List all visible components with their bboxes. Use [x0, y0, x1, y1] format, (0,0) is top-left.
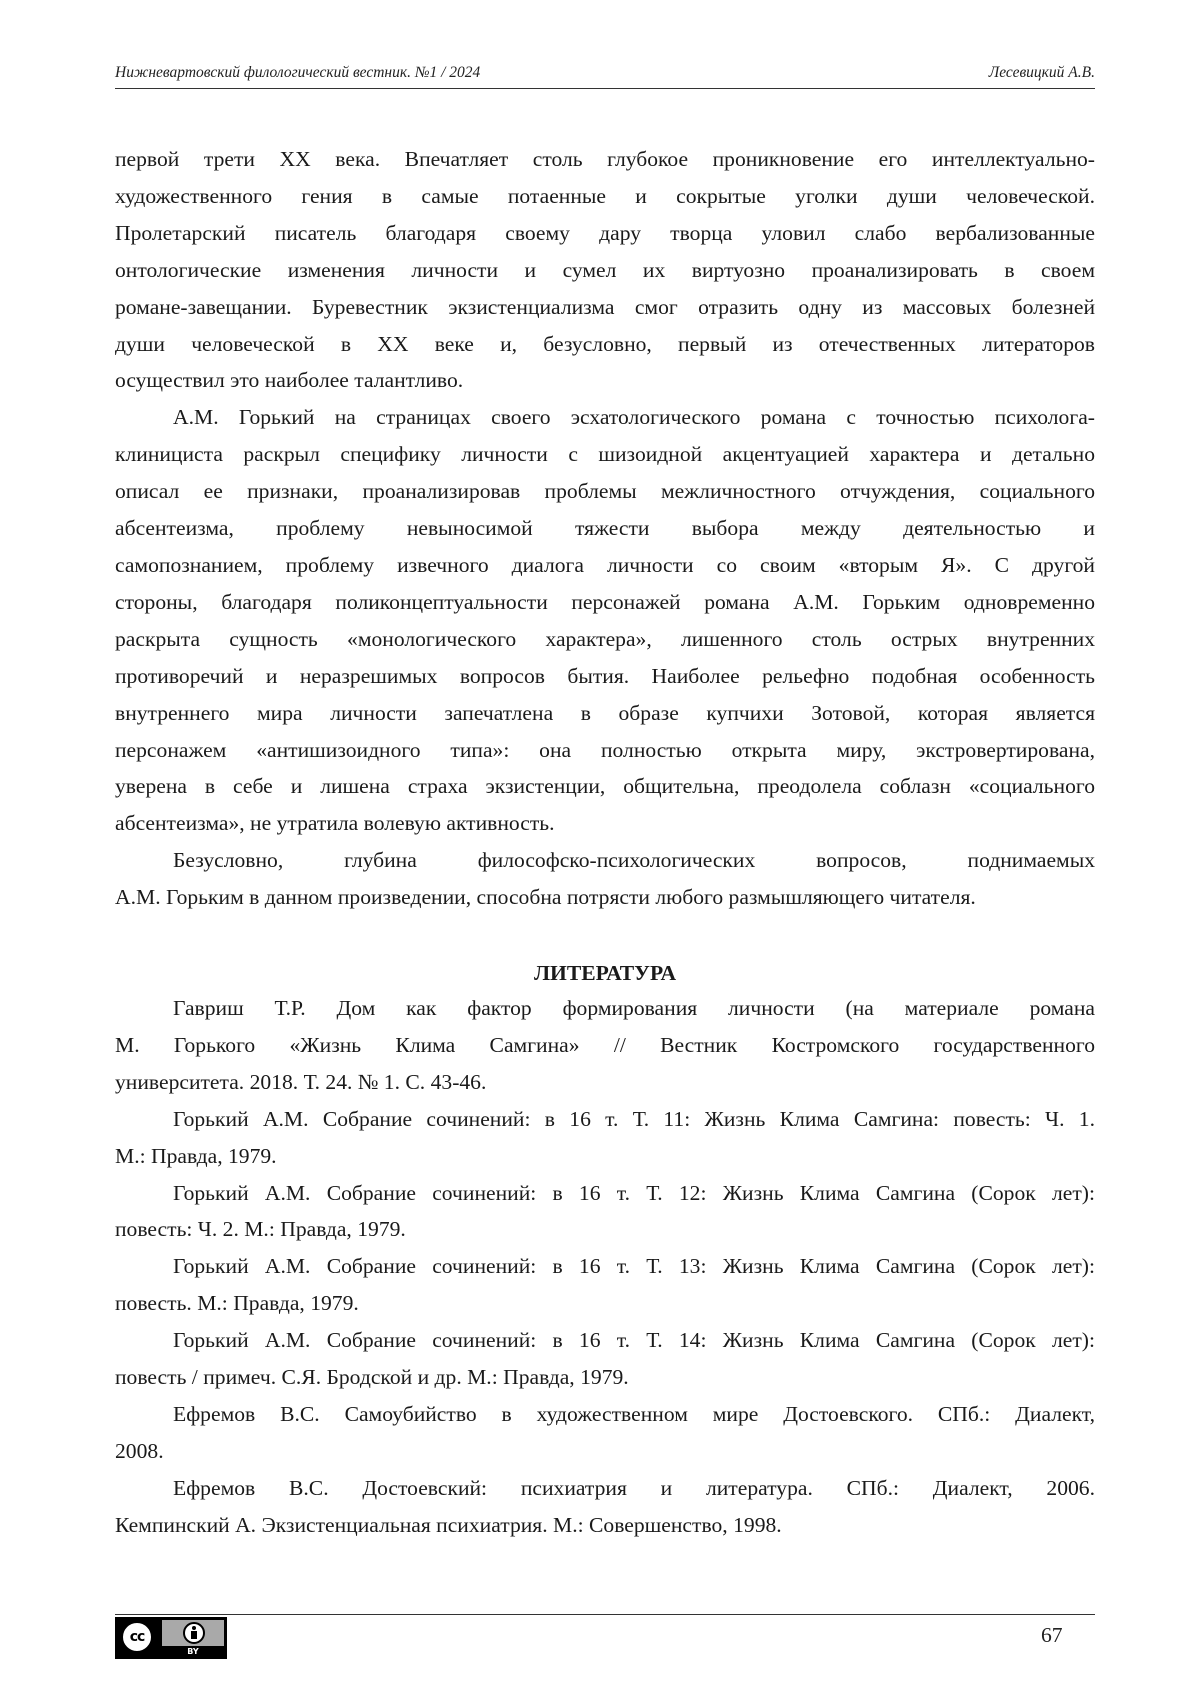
text-line: А.М. Горький на страницах своего эсхатологического романа с точностью психолога- [173, 405, 1095, 430]
reference-entry [115, 1470, 1095, 1544]
reference-line: университета. 2018. Т. 24. № 1. С. 43-46. [115, 1069, 487, 1094]
text-line: Безусловно, глубина философско-психологических вопросов, поднимаемых [173, 848, 1095, 873]
text-line: уверена в себе и лишена страха экзистенции, общительна, преодолела соблазн «социального [115, 774, 1095, 799]
reference-line: 2008. [115, 1438, 164, 1463]
by-label: BY [187, 1647, 199, 1656]
journal-title: Нижневартовский филологический вестник. №1 / 2024 [115, 64, 481, 81]
author-name: Лесевицкий А.В. [988, 64, 1095, 81]
reference-line: повесть. М.: Правда, 1979. [115, 1291, 359, 1316]
reference-line: Ефремов В.С. Достоевский: психиатрия и литература. СПб.: Диалект, 2006. [173, 1475, 1095, 1500]
text-line: персонажем «антишизоидного типа»: она полностью открыта миру, экстровертирована, [115, 737, 1095, 762]
text-line: художественного гения в самые потаенные и сокрытые уголки души человеческой. [115, 183, 1095, 208]
reference-line: Горький А.М. Собрание сочинений: в 16 т. Т. 11: Жизнь Клима Самгина: повесть: Ч. 1. [173, 1106, 1095, 1131]
reference-entry [115, 1101, 1095, 1175]
reference-line: Горький А.М. Собрание сочинений: в 16 т. Т. 14: Жизнь Клима Самгина (Сорок лет): [173, 1328, 1095, 1353]
reference-entry [115, 1322, 1095, 1396]
attribution-head [192, 1626, 196, 1630]
text-line: стороны, благодаря поликонцептуальности персонажей романа А.М. Горьким одновременно [115, 589, 1095, 614]
reference-line: Ефремов В.С. Самоубийство в художественном мире Достоевского. СПб.: Диалект, [173, 1402, 1095, 1426]
text-line: самопознанием, проблему извечного диалога личности со своим «вторым Я». С другой [115, 552, 1095, 577]
cc-by-icon [115, 1617, 227, 1659]
text-line: Пролетарский писатель благодаря своему дару творца уловил слабо вербализованные [115, 220, 1095, 245]
page-number: 67 [1041, 1623, 1063, 1647]
text-line: абсентеизма», не утратила волевую активность. [115, 811, 555, 836]
reference-line: повесть: Ч. 2. М.: Правда, 1979. [115, 1217, 406, 1242]
article-body [115, 141, 1095, 1544]
text-line: осуществил это наиболее талантливо. [115, 368, 464, 393]
paragraph [115, 842, 1095, 916]
text-line: противоречий и неразрешимых вопросов бытия. Наиболее рельефно подобная особенность [115, 663, 1095, 688]
paragraph [115, 399, 1095, 842]
paragraphs [115, 141, 1095, 916]
text-line: онтологические изменения личности и сумел их виртуозно проанализировать в своем [115, 257, 1095, 282]
text-line: клинициста раскрыл специфику личности с шизоидной акцентуацией характера и детально [115, 442, 1095, 467]
reference-line: Гавриш Т.Р. Дом как фактор формирования личности (на материале романа [173, 996, 1095, 1021]
reference-entry [115, 1396, 1095, 1470]
reference-entry [115, 1248, 1095, 1322]
references-list [115, 990, 1095, 1544]
text-line: раскрыта сущность «монологического характера», лишенного столь острых внутренних [115, 626, 1095, 651]
text-line: А.М. Горьким в данном произведении, способна потрясти любого размышляющего читателя. [115, 885, 976, 910]
text-line: описал ее признаки, проанализировав проблемы межличностного отчуждения, социального [115, 479, 1095, 504]
footer-rule [115, 1614, 1095, 1615]
text-line: романе-завещании. Буревестник экзистенциализма смог отразить одну из массовых болезней [115, 294, 1095, 319]
reference-entry [115, 990, 1095, 1101]
attribution-body [191, 1631, 197, 1639]
running-header [115, 60, 1095, 89]
cc-circle-icon: cc [121, 1621, 153, 1653]
text-line: души человеческой в XX веке и, безусловно, первый из отечественных литераторов [115, 331, 1095, 356]
reference-entry [115, 1175, 1095, 1249]
reference-line: повесть / примеч. С.Я. Бродской и др. М.: Правда, 1979. [115, 1365, 629, 1390]
attribution-icon [183, 1622, 205, 1644]
text-line: абсентеизма, проблему невыносимой тяжести выбора между деятельностью и [115, 516, 1095, 541]
paragraph [115, 141, 1095, 399]
reference-line: М. Горького «Жизнь Клима Самгина» // Вестник Костромского государственного [115, 1032, 1095, 1057]
references-heading: ЛИТЕРАТУРА [533, 961, 677, 986]
reference-line: Горький А.М. Собрание сочинений: в 16 т. Т. 12: Жизнь Клима Самгина (Сорок лет): [173, 1180, 1095, 1205]
reference-line: М.: Правда, 1979. [115, 1143, 277, 1168]
reference-line: Кемпинский А. Экзистенциальная психиатрия. М.: Совершенство, 1998. [115, 1512, 782, 1537]
reference-line: Горький А.М. Собрание сочинений: в 16 т. Т. 13: Жизнь Клима Самгина (Сорок лет): [173, 1254, 1095, 1279]
text-line: первой трети XX века. Впечатляет столь глубокое проникновение его интеллектуально- [115, 147, 1095, 171]
text-line: внутреннего мира личности запечатлена в образе купчихи Зотовой, которая является [115, 700, 1095, 725]
